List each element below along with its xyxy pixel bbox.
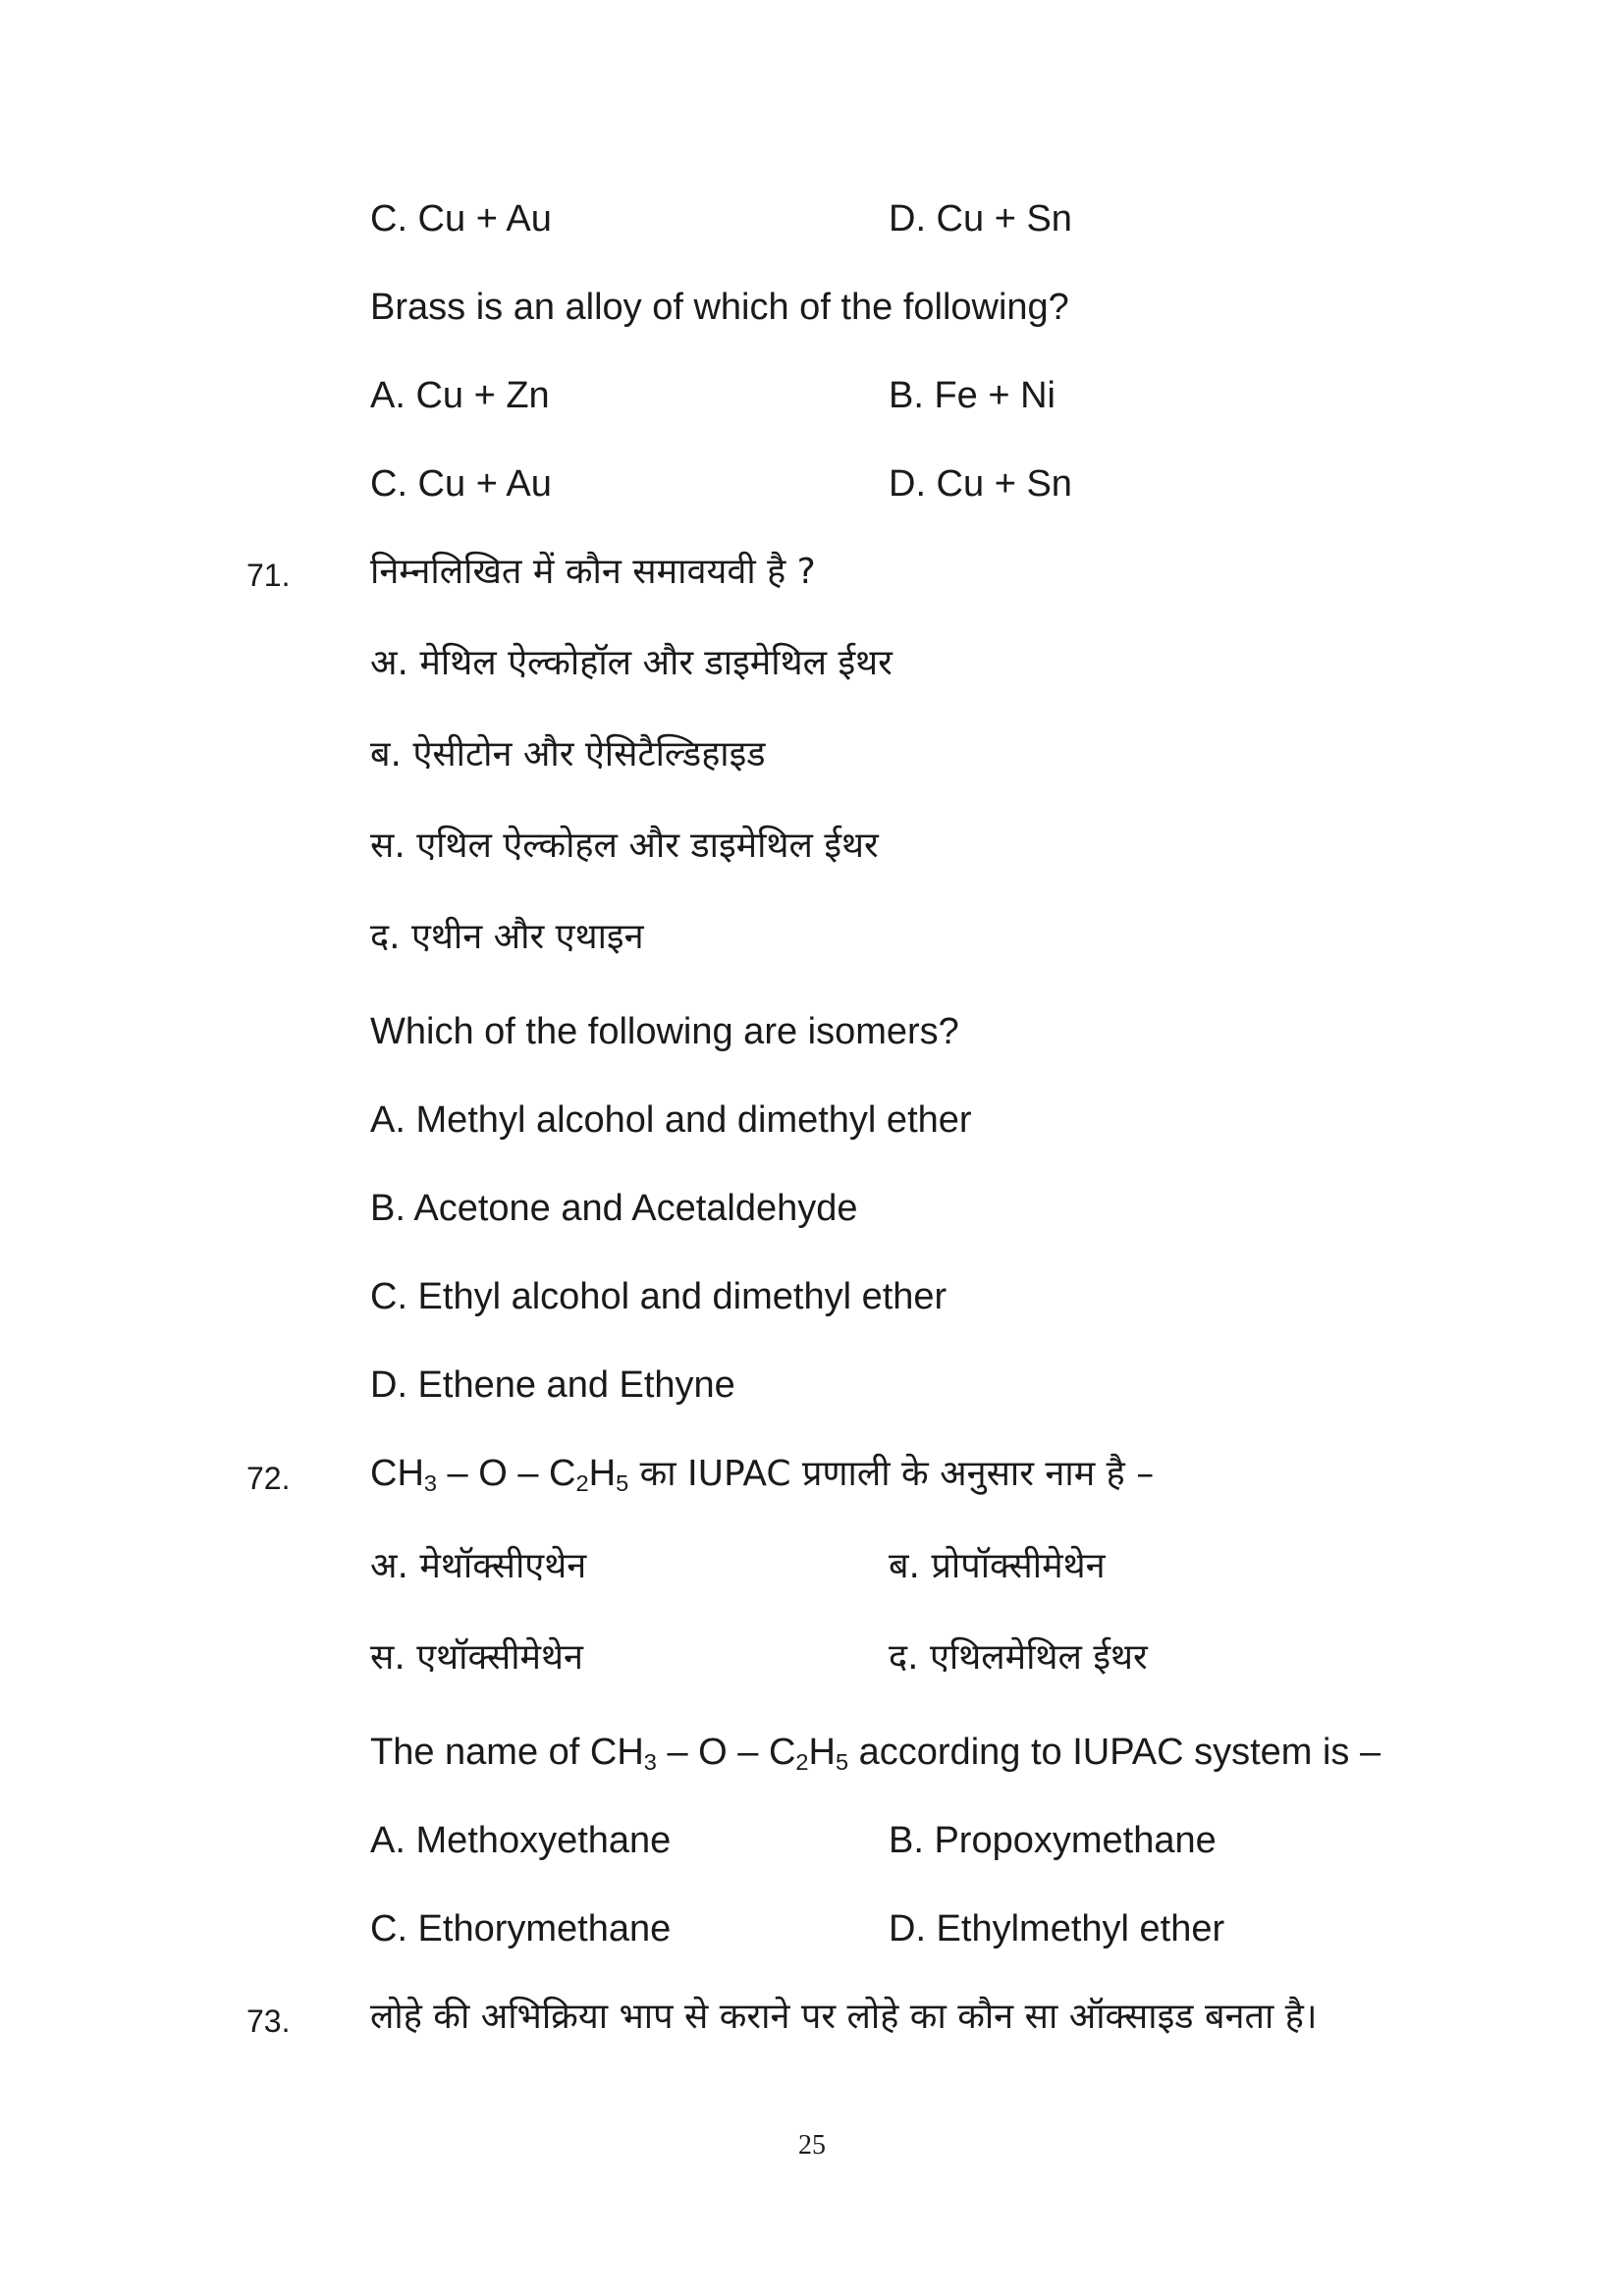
formula-sub: 3 [423,1469,437,1496]
q70-option-a: A. Cu + Zn [370,375,550,416]
q70-option-c: C. Cu + Au [370,463,552,505]
q71-question-hi: निम्नलिखित में कौन समावयवी है ? [370,552,816,592]
q72-option-a-hi: अ. मेथॉक्सीएथेन [370,1546,587,1586]
q71-number: 71. [246,558,291,593]
q70-option-b: B. Fe + Ni [889,375,1056,416]
formula-sub: 3 [643,1748,657,1775]
q70-option-d: D. Cu + Sn [889,463,1072,505]
formula-sub: 2 [795,1748,809,1775]
formula-sub: 5 [835,1748,849,1775]
q72-option-c: C. Ethorymethane [370,1908,672,1949]
q71-option-d: D. Ethene and Ethyne [370,1364,735,1406]
formula-ch: CH [370,1453,424,1494]
q72-question-en-pre: The name of [370,1732,590,1773]
q72-question-en-rest: according to IUPAC system is – [848,1732,1381,1773]
q72-option-a: A. Methoxyethane [370,1820,672,1861]
formula-mid: – O – C [656,1732,796,1773]
q72-question-en [370,1730,1380,1775]
q72-option-b: B. Propoxymethane [889,1820,1217,1861]
formula-h: H [808,1732,836,1773]
q72-option-d: D. Ethylmethyl ether [889,1908,1225,1949]
q72-number: 72. [246,1461,291,1496]
formula-sub: 5 [616,1469,629,1496]
formula-ch: CH [589,1732,644,1773]
page-number: 25 [798,2130,826,2161]
q71-option-c: C. Ethyl alcohol and dimethyl ether [370,1276,947,1317]
q72-option-b-hi: ब. प्रोपॉक्सीमेथेन [889,1546,1106,1586]
q72-option-c-hi: स. एथॉक्सीमेथेन [370,1637,584,1678]
q71-option-b-hi: ब. ऐसीटोन और ऐसिटैल्डिहाइड [370,734,766,774]
q70-question-en: Brass is an alloy of which of the following? [370,287,1069,328]
formula-mid: – O – C [437,1453,576,1494]
q71-option-d-hi: द. एथीन और एथाइन [370,917,644,957]
q71-question-en: Which of the following are isomers? [370,1011,959,1052]
formula-sub: 2 [575,1469,589,1496]
q70-option-d-top: D. Cu + Sn [889,198,1072,240]
formula-h: H [588,1453,617,1494]
q71-option-a-hi: अ. मेथिल ऐल्कोहॉल और डाइमेथिल ईथर [370,643,893,683]
q71-option-b: B. Acetone and Acetaldehyde [370,1188,858,1229]
q71-option-a: A. Methyl alcohol and dimethyl ether [370,1099,972,1141]
q72-option-d-hi: द. एथिलमेथिल ईथर [889,1637,1148,1678]
q71-option-c-hi: स. एथिल ऐल्कोहल और डाइमेथिल ईथर [370,826,879,866]
q73-question-hi: लोहे की अभिक्रिया भाप से कराने पर लोहे का कौन सा ऑक्साइड बनता है। [370,1997,1318,2037]
q73-number: 73. [246,2003,291,2039]
q70-option-c-top: C. Cu + Au [370,198,552,240]
q72-question-hi [370,1451,1154,1497]
q72-question-hi-rest: का IUPAC प्रणाली के अनुसार नाम है – [628,1454,1155,1494]
